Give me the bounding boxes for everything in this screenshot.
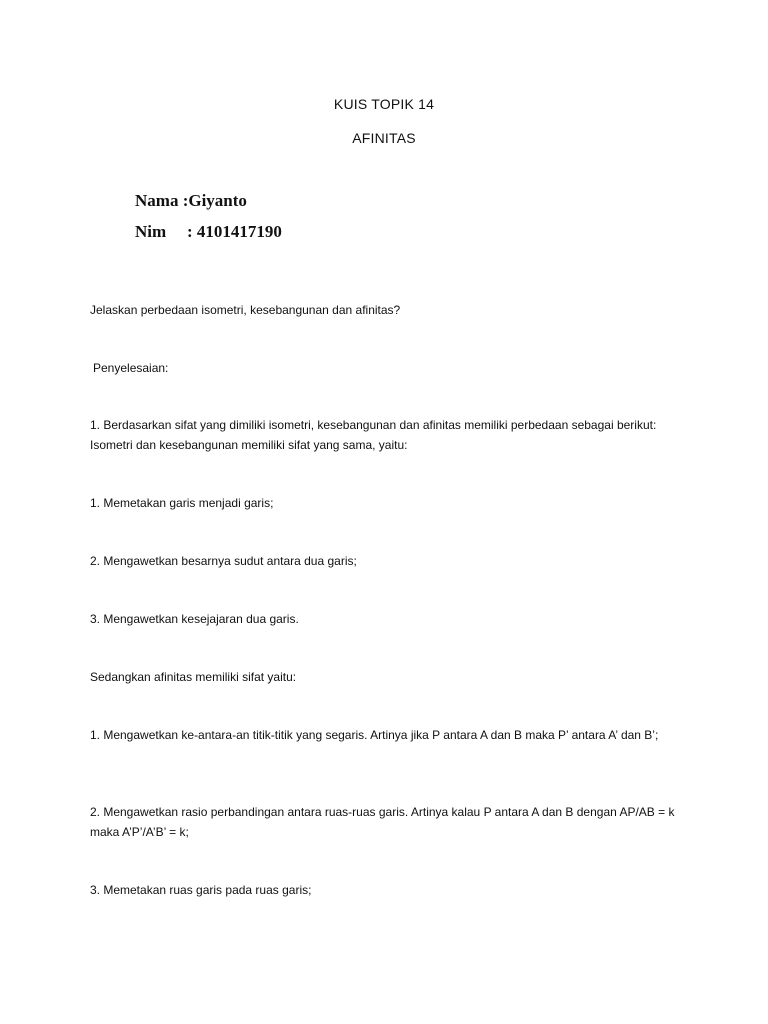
list-item: 2. Mengawetkan rasio perbandingan antara ruas-ruas garis. Artinya kalau P antara A dan B dengan AP/AB = k maka A’P’/A’B’ = k;: [90, 805, 675, 839]
paragraph-intro: 1. Berdasarkan sifat yang dimiliki isometri, kesebangunan dan afinitas memiliki perbedaan sebagai berikut: Isometri dan kesebangunan memiliki sifat yang sama, yaitu:: [90, 418, 657, 452]
paragraph-affinity-intro: Sedangkan afinitas memiliki sifat yaitu:: [90, 670, 297, 684]
student-name-label: Nama :: [135, 191, 189, 210]
list-item: 1. Memetakan garis menjadi garis;: [90, 496, 274, 510]
list-item: 2. Mengawetkan besarnya sudut antara dua garis;: [90, 554, 357, 568]
list-item: 1. Mengawetkan ke-antara-an titik-titik yang segaris. Artinya jika P antara A dan B maka P’ antara A’ dan B’;: [90, 728, 659, 742]
solution-label: Penyelesaian:: [93, 361, 169, 375]
student-name-value: Giyanto: [188, 191, 247, 210]
document-subtitle: AFINITAS: [352, 130, 416, 146]
student-nim-row: [135, 222, 282, 242]
student-nim-label: Nim: [135, 222, 167, 241]
list-item: 3. Mengawetkan kesejajaran dua garis.: [90, 612, 299, 626]
question-text: Jelaskan perbedaan isometri, kesebangunan dan afinitas?: [90, 303, 401, 317]
list-item: 3. Memetakan ruas garis pada ruas garis;: [90, 883, 312, 897]
student-name-row: [135, 191, 247, 211]
document-title: KUIS TOPIK 14: [333, 96, 435, 112]
student-nim-value: : 4101417190: [187, 222, 282, 241]
